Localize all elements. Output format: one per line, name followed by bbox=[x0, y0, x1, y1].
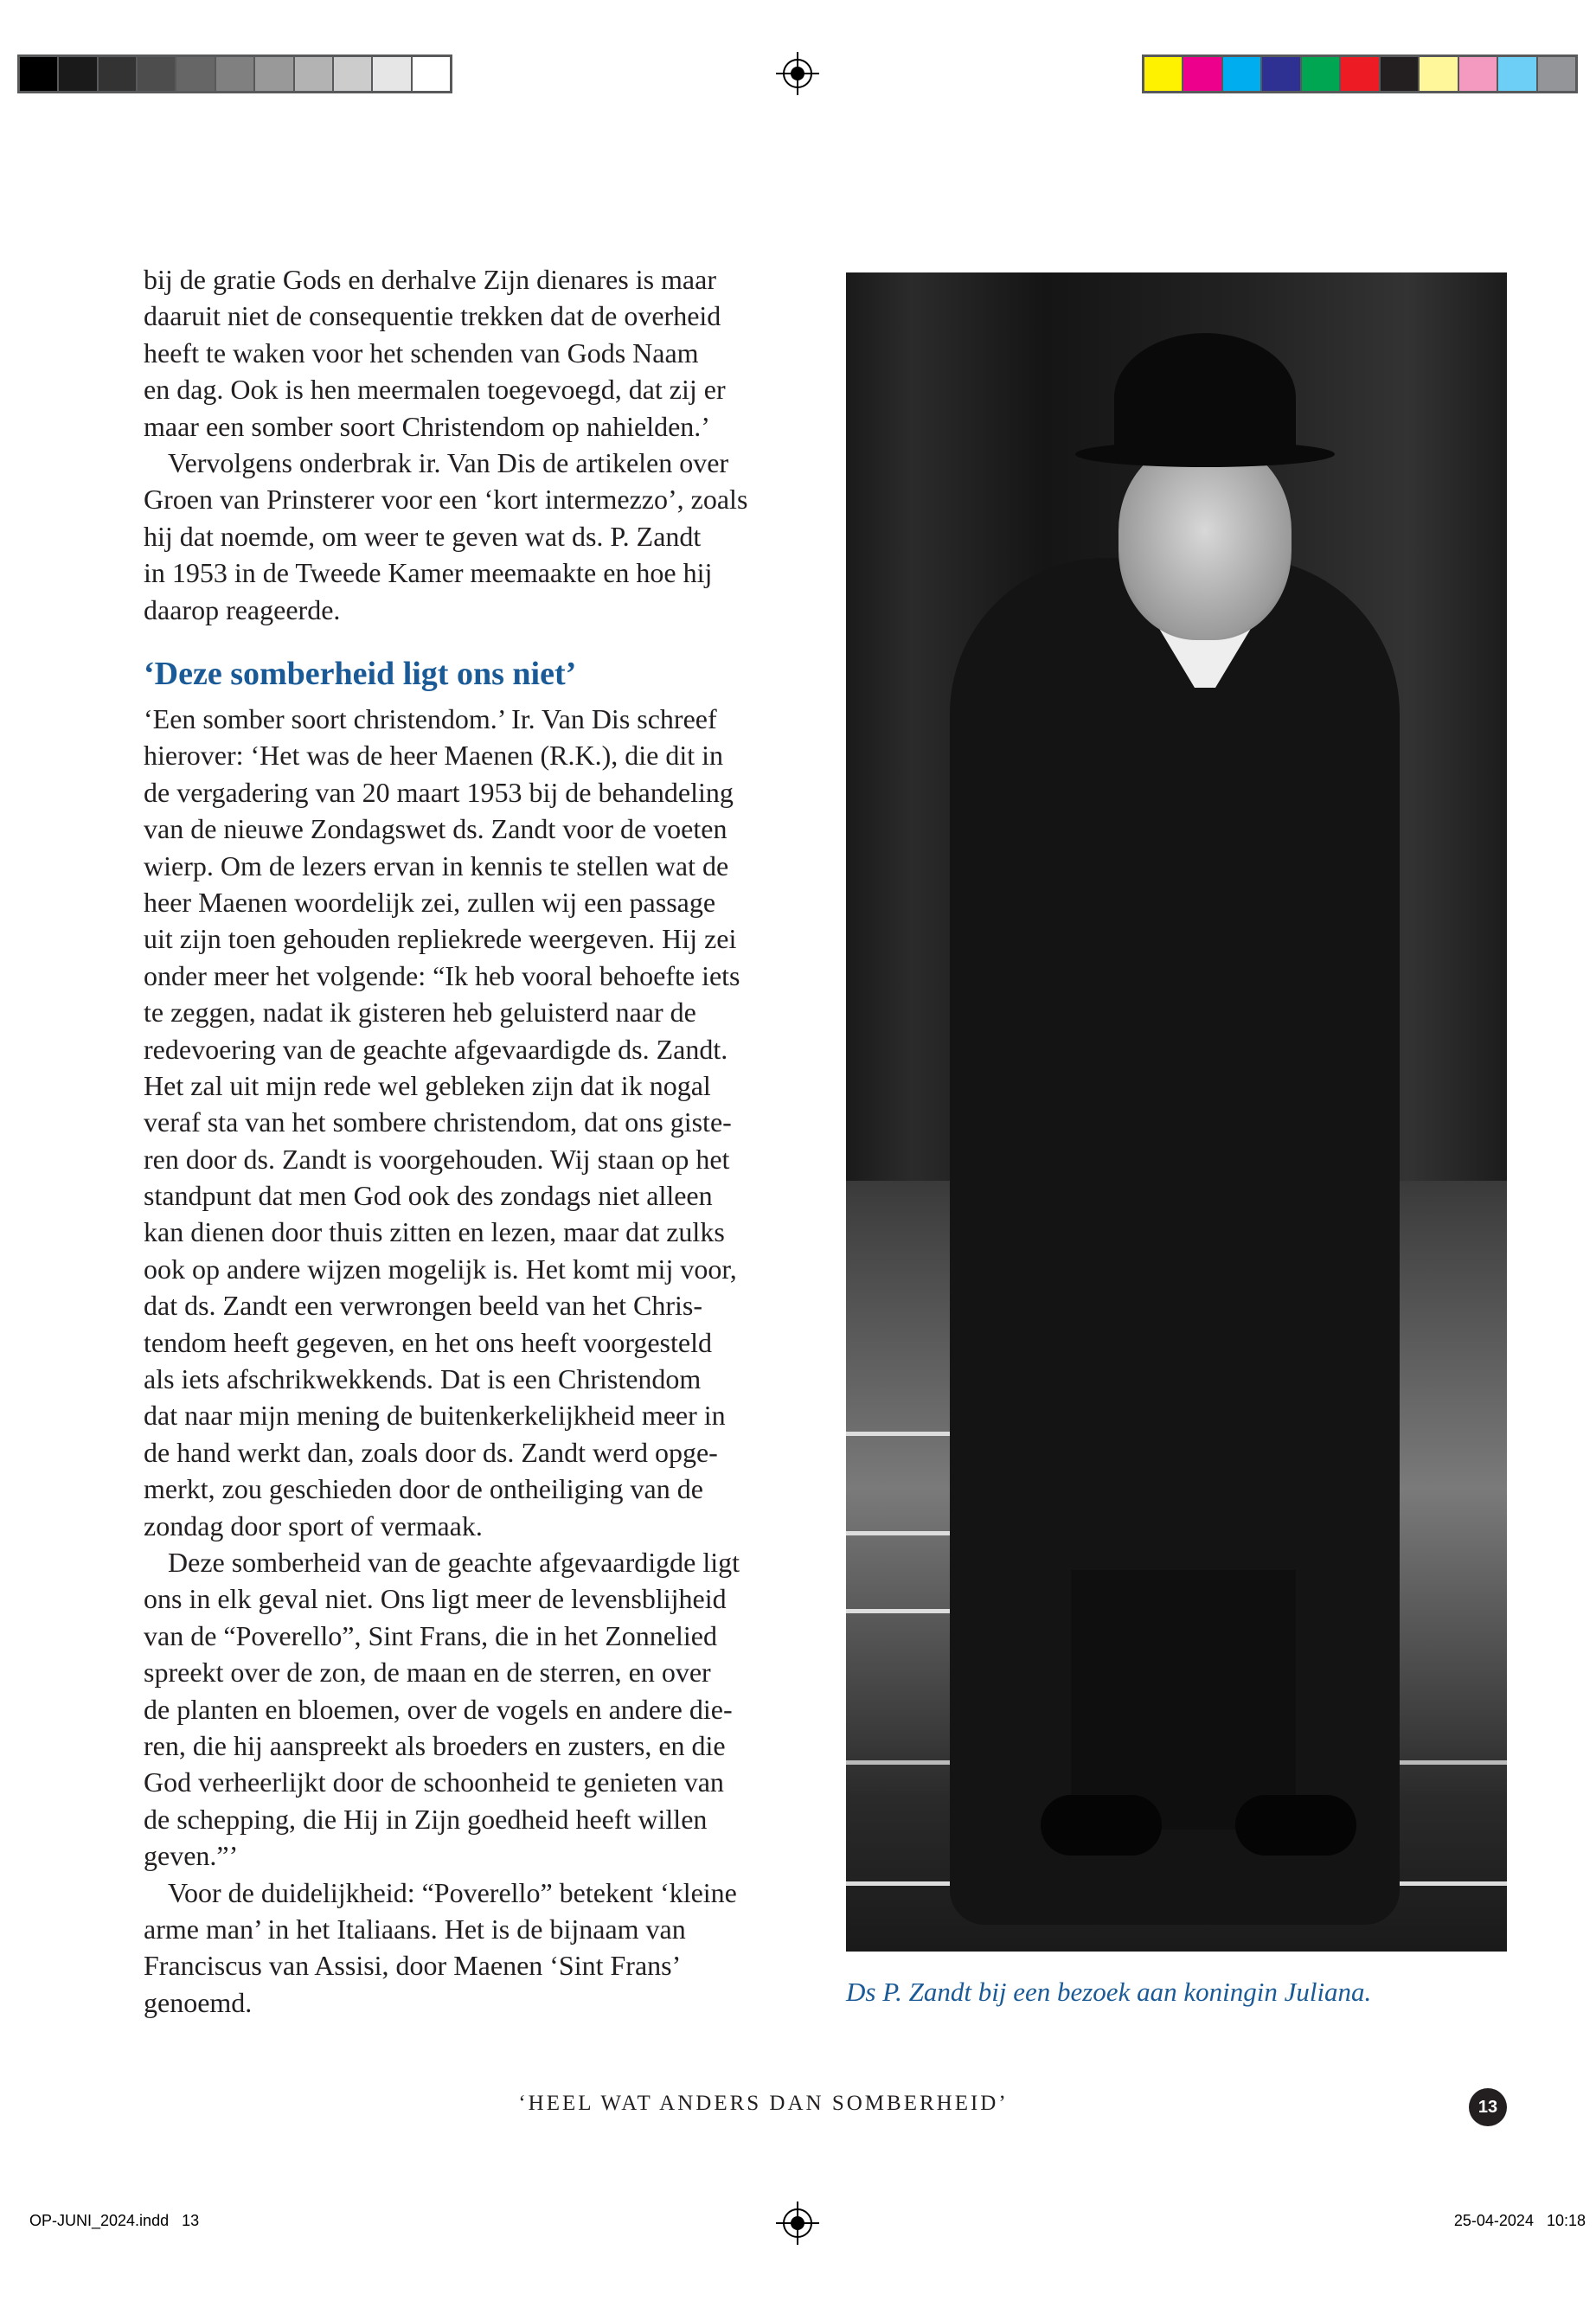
text-line: zondag door sport of vermaak. bbox=[144, 1509, 483, 1541]
text-line: wierp. Om de lezers ervan in kennis te stellen wat de bbox=[144, 849, 729, 881]
photo-legs bbox=[1071, 1570, 1296, 1830]
color-swatch bbox=[1341, 57, 1378, 91]
text-line: in 1953 in de Tweede Kamer meemaakte en hoe hij bbox=[144, 557, 713, 589]
text-line: de planten en bloemen, over de vogels en andere die- bbox=[144, 1693, 733, 1725]
photo-hat bbox=[1114, 333, 1296, 463]
text-line: Het zal uit mijn rede wel gebleken zijn dat ik nogal bbox=[144, 1069, 711, 1101]
color-swatch bbox=[99, 57, 136, 91]
text-line: bij de gratie Gods en derhalve Zijn dienares is maar bbox=[144, 264, 716, 295]
color-swatch bbox=[216, 57, 253, 91]
text-line: kan dienen door thuis zitten en lezen, maar dat zulks bbox=[144, 1216, 725, 1248]
slug-datetime: 25-04-2024 10:18 bbox=[1453, 2212, 1586, 2229]
text-line: als iets afschrikwekkends. Dat is een Christendom bbox=[144, 1363, 702, 1395]
text-line: de hand werkt dan, zoals door ds. Zandt werd opge- bbox=[144, 1436, 718, 1468]
text-line: heeft te waken voor het schenden van Gods Naam bbox=[144, 336, 699, 369]
color-swatch bbox=[334, 57, 371, 91]
text-line: en dag. Ook is hen meermalen toegevoegd, dat zij er bbox=[144, 374, 726, 406]
text-line: veraf sta van het sombere christendom, dat ons giste- bbox=[144, 1106, 732, 1138]
text-line: geven.”’ bbox=[144, 1840, 239, 1872]
photo-shoe bbox=[1235, 1795, 1356, 1856]
text-line: uit zijn toen gehouden repliekrede weergeven. Hij zei bbox=[144, 923, 737, 955]
text-line: van de nieuwe Zondagswet ds. Zandt voor de voeten bbox=[144, 813, 727, 845]
registration-mark-bottom bbox=[783, 2208, 812, 2238]
text-line: Groen van Prinsterer voor een ‘kort intermezzo’, zoals bbox=[144, 484, 748, 516]
text-line: ‘Een somber soort christendom.’ Ir. Van Dis schreef bbox=[144, 703, 717, 734]
color-swatch bbox=[1144, 57, 1182, 91]
text-line: hierover: ‘Het was de heer Maenen (R.K.), die dit in bbox=[144, 740, 723, 772]
registration-mark-top bbox=[783, 59, 812, 88]
text-line: tendom heeft gegeven, en het ons heeft voorgesteld bbox=[144, 1326, 712, 1358]
color-swatch bbox=[373, 57, 410, 91]
text-line: standpunt dat men God ook des zondags niet alleen bbox=[144, 1180, 713, 1212]
text-line: de schepping, die Hij in Zijn goedheid heeft willen bbox=[144, 1803, 708, 1835]
grayscale-color-bar bbox=[17, 54, 452, 93]
text-line: Deze somberheid van de geachte afgevaardigde ligt bbox=[168, 1546, 740, 1578]
text-line: Vervolgens onderbrak ir. Van Dis de artikelen over bbox=[168, 446, 729, 478]
color-swatch bbox=[1459, 57, 1497, 91]
text-line: heer Maenen woordelijk zei, zullen wij een passage bbox=[144, 886, 716, 918]
article-body-part2 bbox=[144, 701, 818, 2021]
color-swatch bbox=[1302, 57, 1339, 91]
text-line: maar een somber soort Christendom op nahielden.’ bbox=[144, 410, 710, 442]
photo-caption: Ds P. Zandt bij een bezoek aan koningin Juliana. bbox=[846, 1977, 1372, 2007]
text-line: daaruit niet de consequentie trekken dat de overheid bbox=[144, 300, 721, 332]
text-line: van de “Poverello”, Sint Frans, die in het Zonnelied bbox=[144, 1619, 717, 1651]
text-line: merkt, zou geschieden door de ontheiliging van de bbox=[144, 1473, 703, 1505]
process-color-bar bbox=[1142, 54, 1578, 93]
text-line: ook op andere wijzen mogelijk is. Het komt mij voor, bbox=[144, 1253, 737, 1285]
color-swatch bbox=[1183, 57, 1221, 91]
color-swatch bbox=[1498, 57, 1535, 91]
article-body-part1 bbox=[144, 261, 818, 628]
text-line: hij dat noemde, om weer te geven wat ds. P. Zandt bbox=[144, 520, 702, 552]
text-line: dat ds. Zandt een verwrongen beeld van het Chris- bbox=[144, 1290, 703, 1322]
color-swatch bbox=[1420, 57, 1457, 91]
text-line: spreekt over de zon, de maan en de sterren, en over bbox=[144, 1657, 711, 1689]
color-swatch bbox=[413, 57, 450, 91]
photo-shoe bbox=[1041, 1795, 1162, 1856]
color-swatch bbox=[255, 57, 292, 91]
color-swatch bbox=[1223, 57, 1260, 91]
color-swatch bbox=[176, 57, 214, 91]
text-line: ons in elk geval niet. Ons ligt meer de levensblijheid bbox=[144, 1583, 727, 1615]
color-swatch bbox=[1262, 57, 1299, 91]
color-swatch bbox=[59, 57, 96, 91]
text-line: Voor de duidelijkheid: “Poverello” betekent ‘kleine bbox=[168, 1876, 737, 1908]
color-swatch bbox=[138, 57, 175, 91]
color-swatch bbox=[295, 57, 332, 91]
text-line: Franciscus van Assisi, door Maenen ‘Sint Frans’ bbox=[144, 1950, 682, 1982]
text-line: arme man’ in het Italiaans. Het is de bijnaam van bbox=[144, 1913, 686, 1945]
color-swatch bbox=[1381, 57, 1418, 91]
section-heading: ‘Deze somberheid ligt ons niet’ bbox=[144, 656, 577, 692]
text-line: God verheerlijkt door de schoonheid te genieten van bbox=[144, 1766, 724, 1798]
photo-ds-zandt bbox=[846, 272, 1507, 1952]
text-line: redevoering van de geachte afgevaardigde ds. Zandt. bbox=[144, 1033, 728, 1065]
text-line: ren door ds. Zandt is voorgehouden. Wij staan op het bbox=[144, 1143, 730, 1175]
text-line: dat naar mijn mening de buitenkerkelijkheid meer in bbox=[144, 1400, 726, 1432]
running-title: ‘HEEL WAT ANDERS DAN SOMBERHEID’ bbox=[518, 2092, 1009, 2115]
text-line: onder meer het volgende: “Ik heb vooral behoefte iets bbox=[144, 959, 740, 991]
text-line: te zeggen, nadat ik gisteren heb geluisterd naar de bbox=[144, 997, 696, 1029]
photo-face bbox=[1118, 441, 1292, 640]
text-line: genoemd. bbox=[144, 1986, 253, 2018]
text-line: ren, die hij aanspreekt als broeders en zusters, en die bbox=[144, 1729, 726, 1761]
text-line: de vergadering van 20 maart 1953 bij de behandeling bbox=[144, 776, 734, 808]
page-number-badge: 13 bbox=[1469, 2088, 1507, 2126]
slug-filename: OP-JUNI_2024.indd 13 bbox=[29, 2212, 200, 2229]
color-swatch bbox=[1538, 57, 1575, 91]
text-line: daarop reageerde. bbox=[144, 593, 341, 625]
color-swatch bbox=[20, 57, 57, 91]
